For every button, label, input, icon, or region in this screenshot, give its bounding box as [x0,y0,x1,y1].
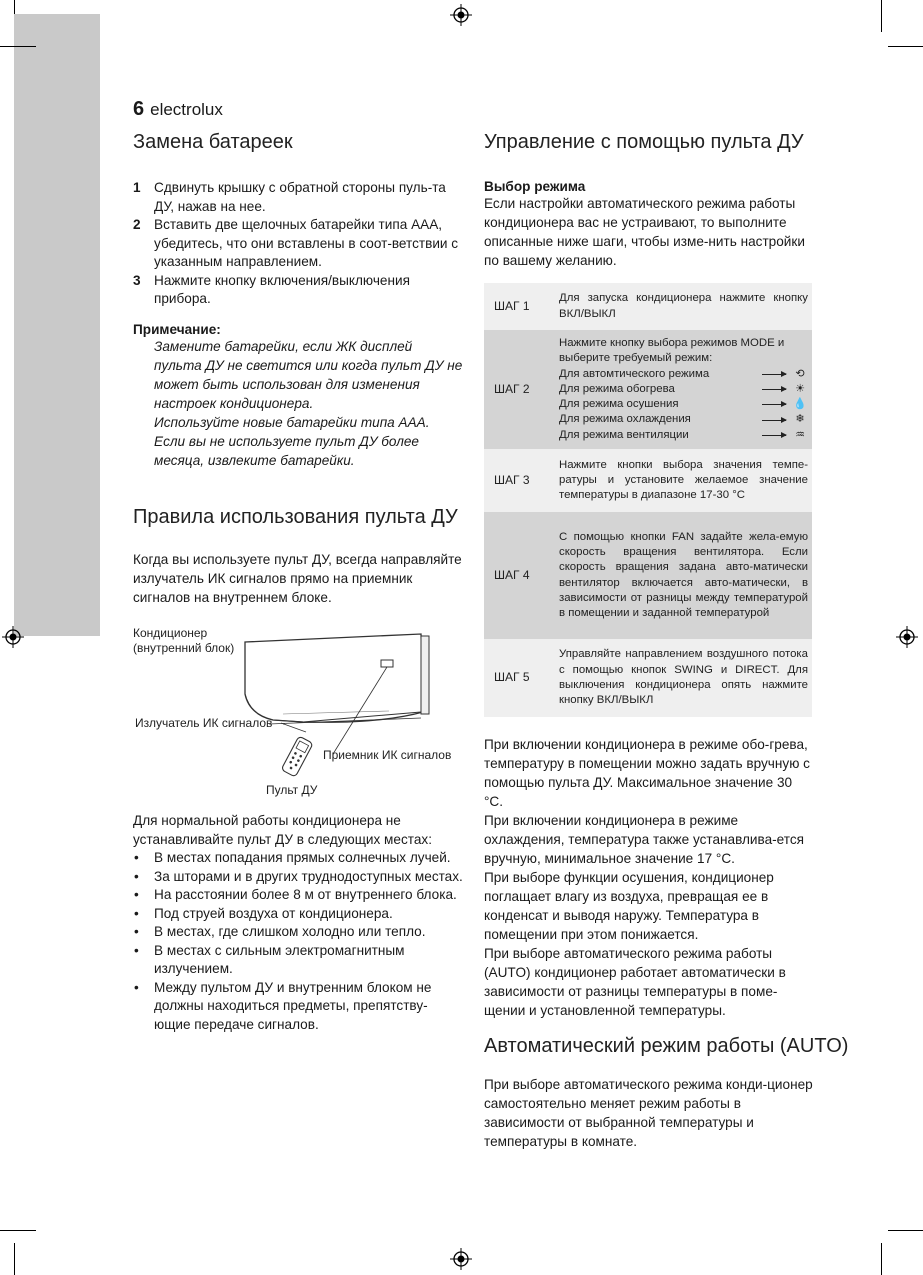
step-number: 3 [133,272,141,288]
bullet-text: В местах с сильным электромагнитным излучением. [154,942,405,976]
remote-control-icon [281,736,313,777]
paragraph: При выборе автоматического режима работы (AUTO) кондиционер работает автоматически в зависимости от разницы температуры в поме-щении и установленной температуры. [484,946,786,1018]
list-item: • В местах попадания прямых солнечных лучей. [134,850,451,865]
bullet-text: В местах, где слишком холодно или тепло. [154,924,426,939]
step-text: Для запуска кондиционера нажмите кнопку ВКЛ/ВЫКЛ [559,292,808,320]
paragraph: При включении кондиционера в режиме обо-грева, температуру в помещении можно задать вручную с помощью пульта ДУ. Максимальное значение 30 °С. [484,737,810,809]
step-label: ШАГ 2 [494,381,530,396]
mode-label: Для режима осушения [559,398,679,411]
side-band [14,14,100,636]
note-line: Замените батарейки, если ЖК дисплей пульта ДУ не светится или когда пульт ДУ не может быть использован для изменения настроек кондиционера. [154,339,463,411]
placement-list [133,849,463,1034]
step-label: ШАГ 5 [494,670,530,685]
page-number: 6 [133,98,145,120]
step-content [553,330,812,449]
step-label: ШАГ 3 [494,472,530,487]
step-number: 1 [133,180,141,195]
crop-mark [0,1230,36,1231]
registration-mark-icon [2,626,24,648]
mode-description [484,735,814,1020]
list-item [133,272,463,309]
brand-name: electrolux [150,100,223,119]
table-row [484,512,812,639]
crop-mark [888,1230,923,1231]
arrow-icon [762,389,786,390]
bullet-text: Между пультом ДУ и внутренним блоком не должны находиться предметы, препятству-ющие передаче сигналов. [154,979,432,1032]
mode-section [484,179,814,270]
bullet-text: Под струей воздуха от кондиционера. [154,905,393,921]
step-text: Сдвинуть крышку с обратной стороны пуль-та ДУ, нажав на нее. [154,180,446,214]
bullet-text: За шторами и в других труднодоступных местах. [154,868,463,884]
steps-table [484,283,812,717]
list-item: • На расстоянии более 8 м от внутреннего блока. [134,887,457,902]
crop-mark [881,0,882,32]
registration-mark-icon [450,1248,472,1270]
crop-mark [14,1243,15,1275]
step-text: Вставить две щелочных батарейки типа ААА, убедитесь, что они вставлены в соот-ветствии с указанным направлением. [154,217,459,269]
bullet-text: На расстоянии более 8 м от внутреннего блока. [154,887,457,902]
list-item [133,216,463,272]
registration-mark-icon [450,4,472,26]
mode-row [559,382,808,397]
mode-row [559,367,808,382]
rules-title: Правила использования пульта ДУ [133,506,458,528]
mode-title: Выбор режима [484,179,586,194]
paragraph: При включении кондиционера в режиме охлаждения, температура также устанавлива-ется вручную, минимальное значение 17 °С. [484,813,805,866]
paragraph: При выборе функции осушения, кондиционер поглащает влагу из воздуха, превращая ее в конденсат и выводя наружу. Температура в помещении при этом понижается. [484,870,774,942]
auto-mode-title: Автоматический режим работы (AUTO) [484,1035,849,1057]
drop-icon: 💧 [793,398,807,411]
placement-intro: Для нормальной работы кондиционера не устанавливайте пульт ДУ в следующих местах: [133,813,432,847]
bullet-text: В местах попадания прямых солнечных лучей. [154,850,451,865]
auto-mode-text: При выборе автоматического режима конди-ционер самостоятельно меняет режим работы в зависимости от выбранной температуры и температуры в комнате. [484,1077,813,1149]
auto-mode-icon: ⟲ [795,367,805,380]
step-label: ШАГ 1 [494,298,530,313]
note-line: Если вы не используете пульт ДУ более месяца, извлеките батарейки. [154,434,419,468]
step-label: ШАГ 4 [494,567,530,582]
list-item: • В местах, где слишком холодно или тепло. [134,924,426,939]
crop-mark [888,46,923,47]
battery-title: Замена батареек [133,131,293,153]
fan-icon: ♒ [795,428,805,441]
step-text: Нажмите кнопку включения/выключения прибора. [154,272,410,306]
step-text: Управляйте направлением воздушного потока с помощью кнопок SWING и DIRECT. Для выключения кондиционера опять нажмите кнопку ВКЛ/ВЫКЛ [559,648,808,707]
note-line: Используйте новые батарейки типа ААА. [154,415,430,430]
step-text: С помощью кнопки FAN задайте жела-емую скорость вращения вентилятора. Если скорость вращения задана авто-матически вентилятор включается авто-матически, в зависимости от разницы между температурой в помещении и заданной температурой [559,530,808,620]
label-ir-emitter: Излучатель ИК сигналов [135,716,273,730]
arrow-icon [762,374,786,375]
rules-intro: Когда вы используете пульт ДУ, всегда направляйте излучатель ИК сигналов прямо на приемник сигналов на внутреннем блоке. [133,552,462,605]
mode-label: Для режима вентиляции [559,428,689,441]
battery-steps [133,179,463,309]
crop-mark [0,46,36,47]
label-indoor-unit: Кондиционер (внутренний блок) [133,626,235,655]
mode-row [559,397,808,412]
mode-label: Для режима охлаждения [559,413,691,426]
step-number: 2 [133,217,141,232]
list-item: • Между пультом ДУ и внутренним блоком не должны находиться предметы, препятству-ющие передаче сигналов. [134,979,432,1032]
list-item: • В местах с сильным электромагнитным излучением. [134,942,405,976]
arrow-icon [762,420,786,421]
page-header [133,98,223,121]
table-row [484,330,812,449]
list-item: • Под струей воздуха от кондиционера. [134,905,393,921]
battery-note [133,322,463,470]
label-ir-receiver: Приемник ИК сигналов [323,748,452,762]
list-item: • За шторами и в других труднодоступных местах. [134,868,463,884]
step-text: Нажмите кнопки выбора значения темпе-ратуры и установите желаемое значение температуры в диапазоне 17-30 °С [559,458,808,502]
table-row [484,639,812,717]
mode-intro: Если настройки автоматического режима работы кондиционера вас не устраивают, то выполните описанные ниже шаги, чтобы изме-нить настройки по вашему желанию. [484,196,805,268]
table-row [484,283,812,330]
snowflake-icon: ❄ [795,413,805,426]
label-remote: Пульт ДУ [266,783,318,797]
list-item [133,179,463,216]
crop-mark [881,1243,882,1275]
step-text: Нажмите кнопку выбора режимов MODE и выберите требуемый режим: [559,337,785,365]
sun-icon: ☀ [795,382,805,395]
remote-title: Управление с помощью пульта ДУ [484,131,804,153]
arrow-icon [762,404,786,405]
note-title: Примечание: [133,322,221,337]
mode-label: Для автомтического режима [559,367,710,380]
mode-row [559,428,808,443]
crop-mark [14,0,15,14]
mode-label: Для режима обогрева [559,382,675,395]
registration-mark-icon [896,626,918,648]
arrow-icon [762,435,786,436]
ac-figure [133,624,468,799]
table-row [484,449,812,512]
mode-row [559,412,808,427]
